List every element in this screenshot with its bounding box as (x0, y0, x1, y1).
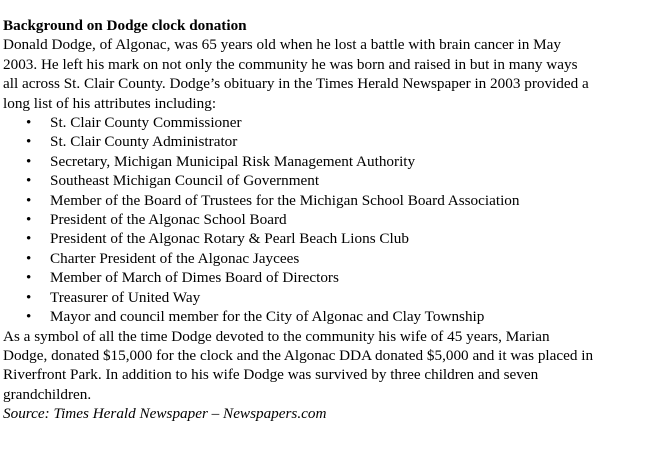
list-item (3, 132, 659, 151)
list-item-text: St. Clair County Administrator (50, 133, 238, 151)
source-citation: Source: Times Herald Newspaper – Newspapers.com (3, 405, 327, 423)
intro-line: Donald Dodge, of Algonac, was 65 years old when he lost a battle with brain cancer in May (3, 36, 561, 54)
list-item-text: Charter President of the Algonac Jaycees (50, 249, 300, 267)
intro-paragraph (3, 35, 659, 113)
closing-paragraph (3, 327, 659, 405)
list-item (3, 191, 659, 210)
bullet-icon: • (26, 152, 32, 170)
list-item (3, 288, 659, 307)
bullet-icon: • (26, 308, 32, 326)
closing-line: Dodge, donated $15,000 for the clock and the Algonac DDA donated $5,000 and it was placed in (3, 346, 594, 364)
closing-line: grandchildren. (3, 385, 92, 403)
document-body (3, 16, 659, 424)
list-item (3, 229, 659, 248)
list-item-text: Member of March of Dimes Board of Directors (50, 269, 339, 287)
list-item-text: Secretary, Michigan Municipal Risk Management Authority (50, 152, 416, 170)
list-item-text: Treasurer of United Way (50, 288, 201, 306)
bullet-icon: • (26, 211, 32, 229)
document-heading: Background on Dodge clock donation (3, 17, 247, 34)
closing-line: As a symbol of all the time Dodge devoted to the community his wife of 45 years, Marian (3, 327, 550, 345)
list-item (3, 152, 659, 171)
bullet-icon: • (26, 172, 32, 190)
list-item (3, 249, 659, 268)
list-item (3, 171, 659, 190)
list-item (3, 210, 659, 229)
closing-line: Riverfront Park. In addition to his wife Dodge was survived by three children and seven (3, 366, 539, 384)
list-item (3, 307, 659, 326)
bullet-icon: • (26, 133, 32, 151)
list-item-text: President of the Algonac School Board (50, 211, 287, 229)
bullet-icon: • (26, 114, 32, 132)
bullet-icon: • (26, 249, 32, 267)
list-item-text: President of the Algonac Rotary & Pearl Beach Lions Club (50, 230, 409, 248)
bullet-icon: • (26, 230, 32, 248)
bullet-icon: • (26, 288, 32, 306)
attributes-list (3, 113, 659, 326)
intro-line: long list of his attributes including: (3, 94, 217, 112)
bullet-icon: • (26, 269, 32, 287)
list-item-text: Southeast Michigan Council of Government (50, 172, 320, 190)
list-item (3, 113, 659, 132)
intro-line: all across St. Clair County. Dodge’s obituary in the Times Herald Newspaper in 2003 provided a (3, 75, 589, 93)
list-item (3, 268, 659, 287)
list-item-text: Mayor and council member for the City of Algonac and Clay Township (50, 308, 485, 326)
list-item-text: St. Clair County Commissioner (50, 114, 242, 132)
bullet-icon: • (26, 191, 32, 209)
list-item-text: Member of the Board of Trustees for the Michigan School Board Association (50, 191, 520, 209)
intro-line: 2003. He left his mark on not only the community he was born and raised in but in many ways (3, 55, 578, 73)
